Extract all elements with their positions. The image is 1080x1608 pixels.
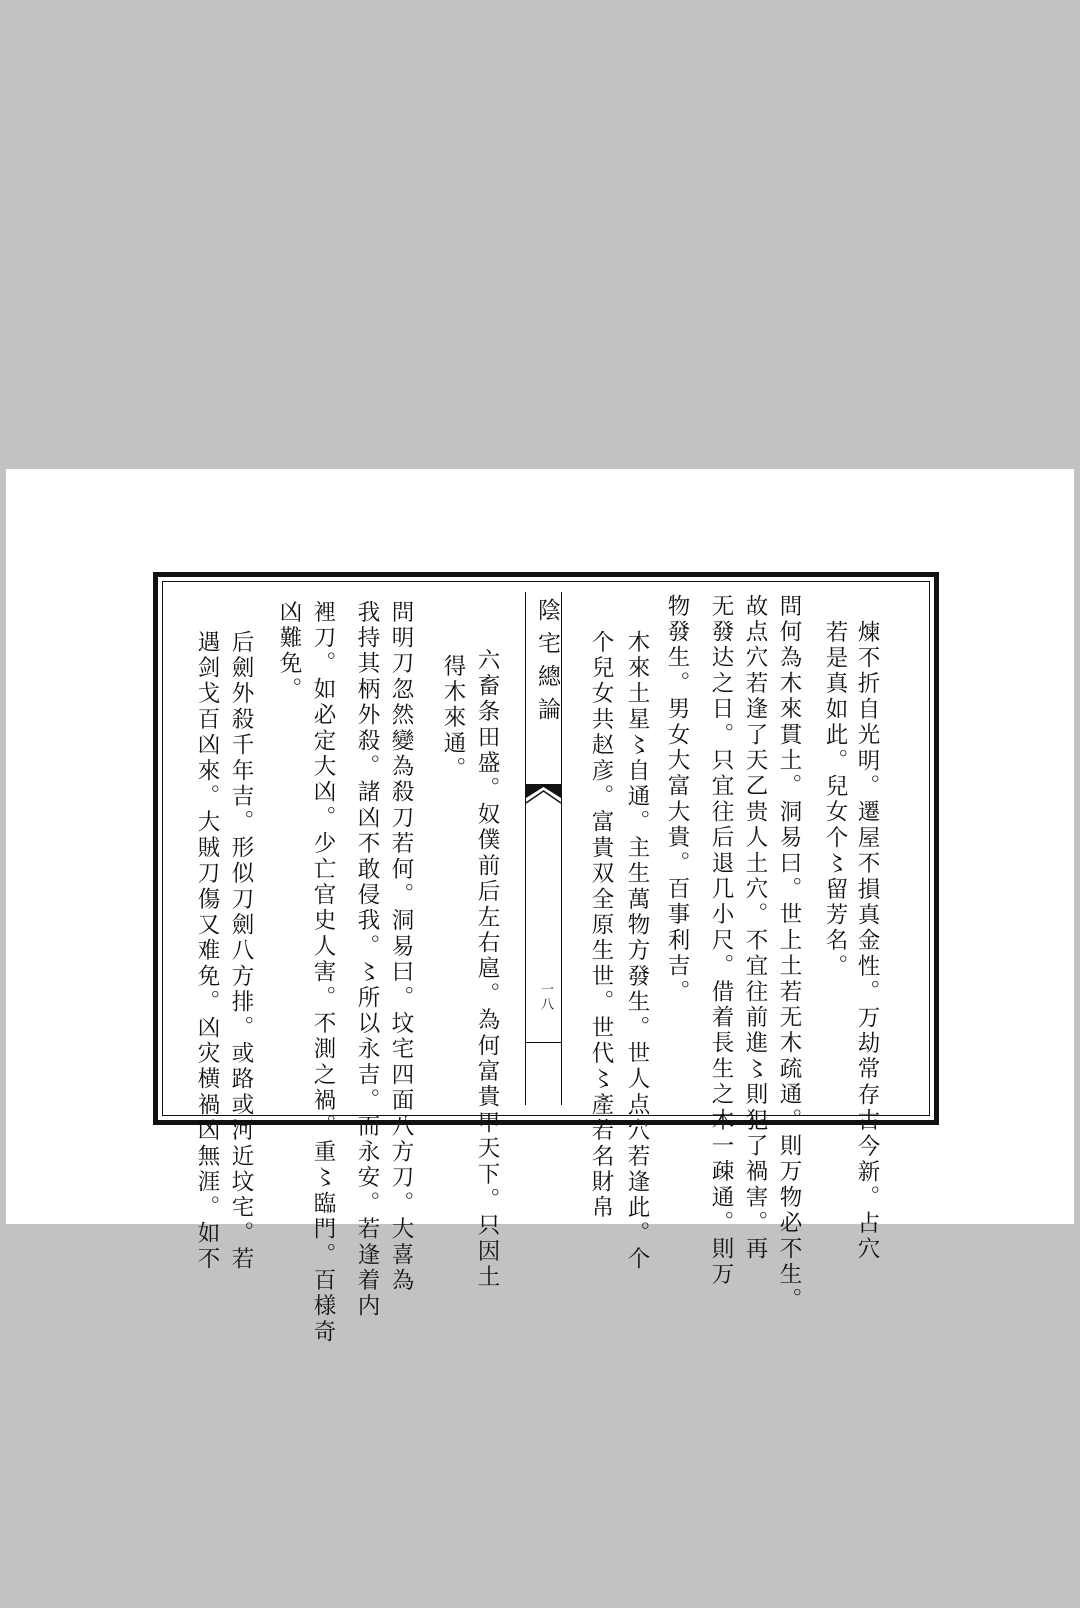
center-gutter	[525, 592, 562, 1105]
inner-border	[162, 581, 930, 1346]
scanned-page	[6, 469, 1074, 1346]
text-column: 物發生。男女大富大貴。百事利吉。	[664, 594, 690, 1006]
text-column: 問明刀忽然變為殺刀若何。洞易曰。坟宅四面八方刀。大喜為	[388, 600, 414, 1294]
text-column: 凶難免。	[276, 600, 302, 703]
text-column: 裡刀。如必定大凶。少亡官史人害。不測之禍。重〻臨門。百様奇	[310, 600, 336, 1346]
page-border	[153, 572, 939, 1346]
text-column: 后劍外殺千年吉。形似刀劍八方排。或路或河近坟宅。若	[228, 630, 254, 1273]
text-column: 无發达之日。只宜往后退几小尺。借着長生之木一疎通。則万	[708, 594, 734, 1288]
book-title: 陰宅總論	[534, 598, 560, 730]
gutter-divider	[526, 1042, 561, 1043]
text-column: 遇剑戈百凶來。大賊刀傷又难免。凶灾横禍凶無涯。如不	[194, 630, 220, 1273]
text-column: 得木來通。	[440, 654, 466, 783]
text-column: 問何為木來貫土。洞易曰。世上土若无木疏通。則万物必不生。	[776, 594, 802, 1314]
text-column: 故点穴若逢了天乙贵人土穴。不宜往前進〻則犯了禍害。再	[742, 594, 768, 1263]
fish-tail-icon	[526, 784, 561, 804]
text-column: 木來土星〻自通。主生萬物方發生。世人点穴若逢此。个	[624, 630, 650, 1273]
text-column: 煉不折自光明。遷屋不損真金性。万劫常存古今新。占穴	[854, 620, 880, 1263]
page-number: 一八	[538, 982, 553, 1012]
text-column: 我持其柄外殺。諸凶不敢侵我。〻所以永吉。而永安。若逢着内	[354, 600, 380, 1320]
text-column: 若是真如此。兒女个〻留芳名。	[822, 620, 848, 980]
text-column: 个兒女共赵彦。富貴双全原生世。世代〻產若名財帛	[588, 630, 614, 1222]
text-column: 六畜条田盛。奴僕前后左右扈。為何富貴甲天下。只因土	[474, 648, 500, 1291]
fish-tail-mark	[526, 784, 561, 785]
